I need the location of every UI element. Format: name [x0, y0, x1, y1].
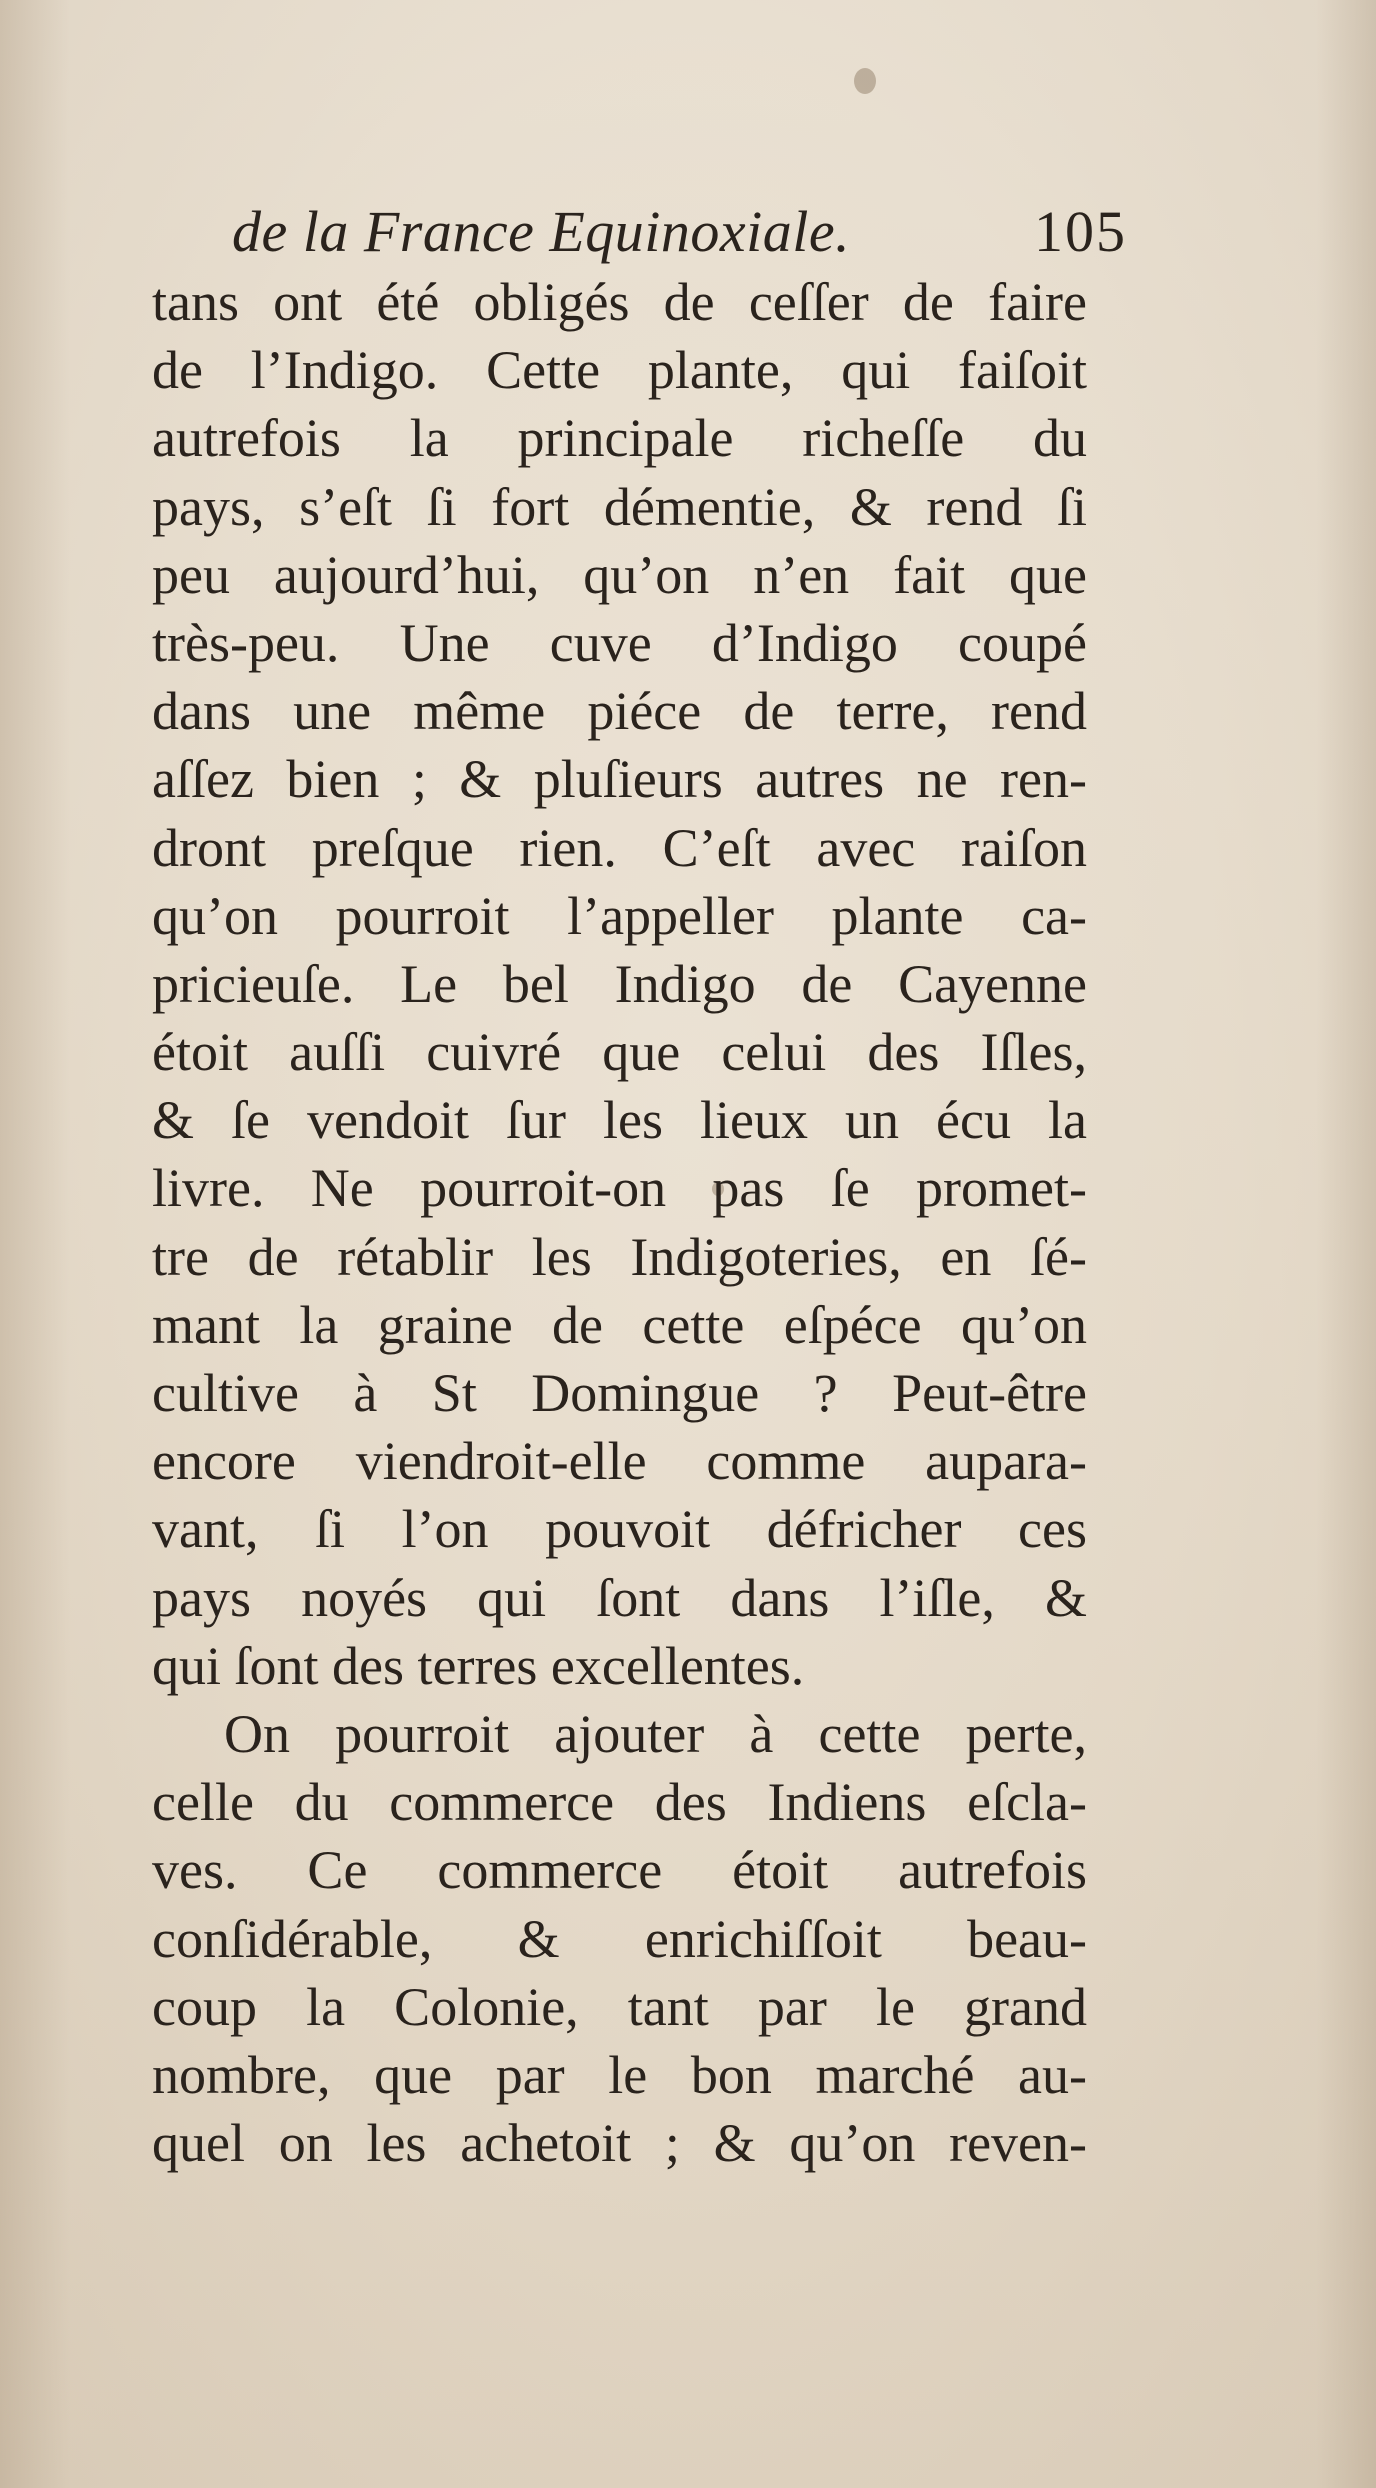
text-line: conſidérable, & enrichiſſoit beau-	[152, 1908, 1087, 1969]
text-line: pays noyés qui ſont dans l’iſle, &	[152, 1567, 1087, 1628]
text-line: pays, s’eſt ſi fort démentie, & rend ſi	[152, 476, 1087, 537]
text-line: tans ont été obligés de ceſſer de faire	[152, 272, 1087, 332]
page-number: 105	[1034, 199, 1127, 264]
text-line: très-peu. Une cuve d’Indigo coupé	[152, 612, 1087, 673]
text-line: cultive à St Domingue ? Peut-être	[152, 1363, 1087, 1423]
text-line: celle du commerce des Indiens eſcla-	[152, 1772, 1087, 1833]
paragraph	[152, 268, 1087, 1700]
text-line: qu’on pourroit l’appeller plante ca-	[152, 885, 1087, 946]
text-line: vant, ſi l’on pouvoit défricher ces	[152, 1499, 1087, 1560]
text-line: quel on les achetoit ; & qu’on reven-	[152, 2113, 1087, 2174]
text-line: dront preſque rien. C’eſt avec raiſon	[152, 817, 1087, 878]
text-line: tre de rétablir les Indigoteries, en ſé-	[152, 1226, 1087, 1287]
text-line: dans une même piéce de terre, rend	[152, 681, 1087, 742]
text-line: peu aujourd’hui, qu’on n’en fait que	[152, 544, 1087, 605]
text-line: mant la graine de cette eſpéce qu’on	[152, 1294, 1087, 1355]
text-line: On pourroit ajouter à cette perte,	[224, 1703, 1087, 1764]
text-line: coup la Colonie, tant par le grand	[152, 1976, 1087, 2037]
text-line: pricieuſe. Le bel Indigo de Cayenne	[152, 953, 1087, 1014]
paragraph	[152, 1700, 1087, 2177]
text-line: livre. Ne pourroit-on pas ſe promet-	[152, 1158, 1087, 1219]
running-title: de la France Equinoxiale.	[232, 199, 851, 264]
text-line: encore viendroit-elle comme aupara-	[152, 1431, 1087, 1492]
page-header	[232, 196, 1127, 268]
text-line: & ſe vendoit ſur les lieux un écu la	[152, 1090, 1087, 1151]
text-line: qui ſont des terres excellentes.	[152, 1635, 805, 1696]
text-line: aſſez bien ; & pluſieurs autres ne ren-	[152, 749, 1087, 810]
paper-spot	[854, 68, 876, 94]
text-line: nombre, que par le bon marché au-	[152, 2044, 1087, 2105]
text-line: ves. Ce commerce étoit autrefois	[152, 1840, 1087, 1901]
text-line: autrefois la principale richeſſe du	[152, 408, 1087, 469]
page-edge-shadow-right	[1316, 0, 1376, 2488]
text-line: de l’Indigo. Cette plante, qui faiſoit	[152, 340, 1087, 401]
body-text	[152, 268, 1087, 2177]
text-line: étoit auſſi cuivré que celui des Iſles,	[152, 1022, 1087, 1083]
page-edge-shadow-left	[0, 0, 70, 2488]
